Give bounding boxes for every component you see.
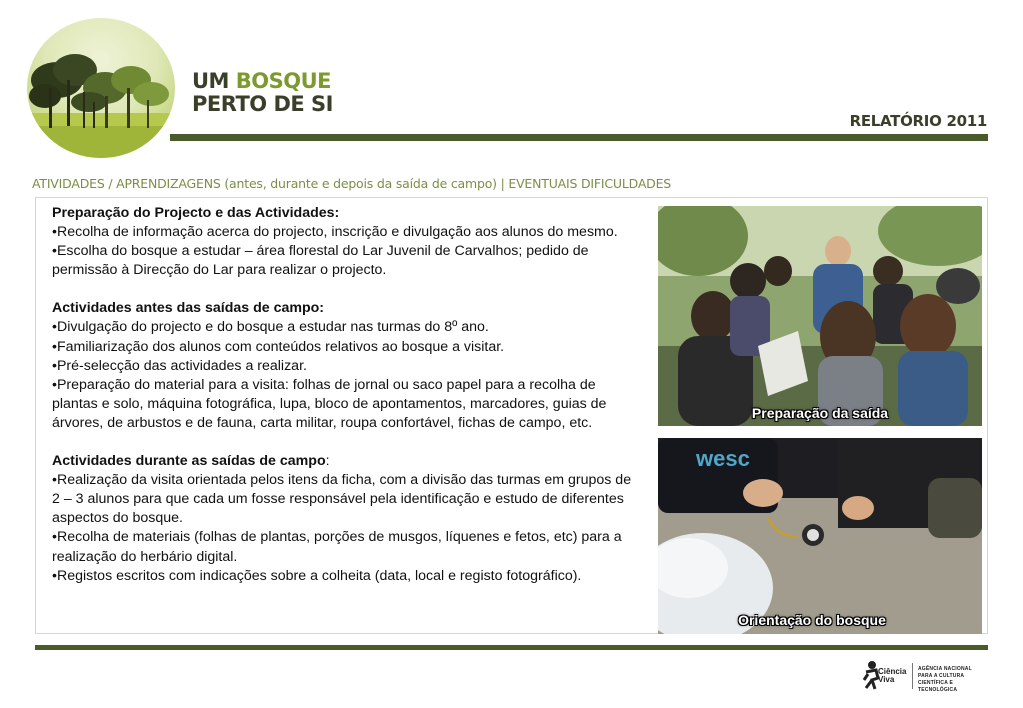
photo-caption-orientation: Orientação do bosque	[738, 612, 886, 628]
agency-line-3: CIENTÍFICA E TECNOLÓGICA	[918, 680, 958, 693]
section-title-before-field-trip: Actividades antes das saídas de campo:	[52, 300, 325, 317]
list-item: •Registos escritos com indicações sobre a colheita (data, local e registo fotográfico).	[52, 567, 582, 584]
cv-line-2: Viva	[878, 675, 895, 684]
agency-name	[918, 666, 988, 694]
section-title-during-field-trip: Actividades durante as saídas de campo	[52, 453, 326, 470]
list-item: •Escolha do bosque a estudar – área florestal do Lar Juvenil de Carvalhos; pedido de permissão à Direcção do Lar para realizar o projecto.	[52, 243, 589, 279]
svg-text:wesc: wesc	[696, 446, 750, 471]
forest-icon	[27, 18, 175, 158]
list-item: •Pré-selecção das actividades a realizar.	[52, 357, 307, 374]
list-item: •Recolha de informação acerca do projecto, inscrição e divulgação aos alunos do mesmo.	[52, 224, 618, 241]
report-label: RELATÓRIO 2011	[849, 112, 987, 130]
logo-word-bosque: BOSQUE	[235, 69, 331, 93]
list-item: •Familiarização dos alunos com conteúdos relativos ao bosque a visitar.	[52, 338, 505, 355]
bosque-logo-emblem	[27, 18, 175, 158]
list-item: •Realização da visita orientada pelos itens da ficha, com a divisão das turmas em grupos de 2 – 3 alunos para que cada um fosse responsável pela identificação e estudo de diferentes aspectos do bosque.	[52, 472, 632, 527]
logo-line-perto-de-si: PERTO DE SI	[192, 92, 333, 116]
header-divider	[170, 134, 988, 141]
logo-word-um: UM	[192, 69, 229, 93]
list-item: •Recolha de materiais (folhas de plantas, porções de musgos, líquenes e fetos, etc) para a realização do herbário digital.	[52, 529, 622, 565]
photo-caption-preparation: Preparação da saída	[751, 405, 889, 421]
photo-preparation	[658, 206, 982, 426]
project-logo-title	[192, 70, 333, 116]
agency-line-1: AGÊNCIA NACIONAL	[918, 666, 972, 672]
list-item: •Divulgação do projecto e do bosque a estudar nas turmas do 8º ano.	[52, 319, 489, 336]
list-item: •Preparação do material para a visita: folhas de jornal ou saco papel para a recolha de plantas e solo, máquina fotográfica, lupa, bloco de apontamentos, marcadores, guias de árvores, de arbustos e de fauna, carta militar, roupa confortável, fichas de campo, etc.	[52, 376, 607, 431]
agency-line-2: PARA A CULTURA	[918, 673, 965, 679]
title-colon: :	[325, 453, 330, 470]
activities-text	[52, 204, 642, 586]
cv-line-1: Ciência	[878, 667, 907, 676]
section-title-preparation: Preparação do Projecto e das Actividades:	[52, 205, 340, 221]
footer-logo-divider	[912, 663, 913, 689]
section-heading: ATIVIDADES / APRENDIZAGENS (antes, durante e depois da saída de campo) | EVENTUAIS DIFICULDADES	[32, 176, 672, 191]
photo-orientation	[658, 438, 982, 634]
footer-divider	[35, 645, 988, 650]
ciencia-viva-wordmark	[878, 668, 906, 684]
